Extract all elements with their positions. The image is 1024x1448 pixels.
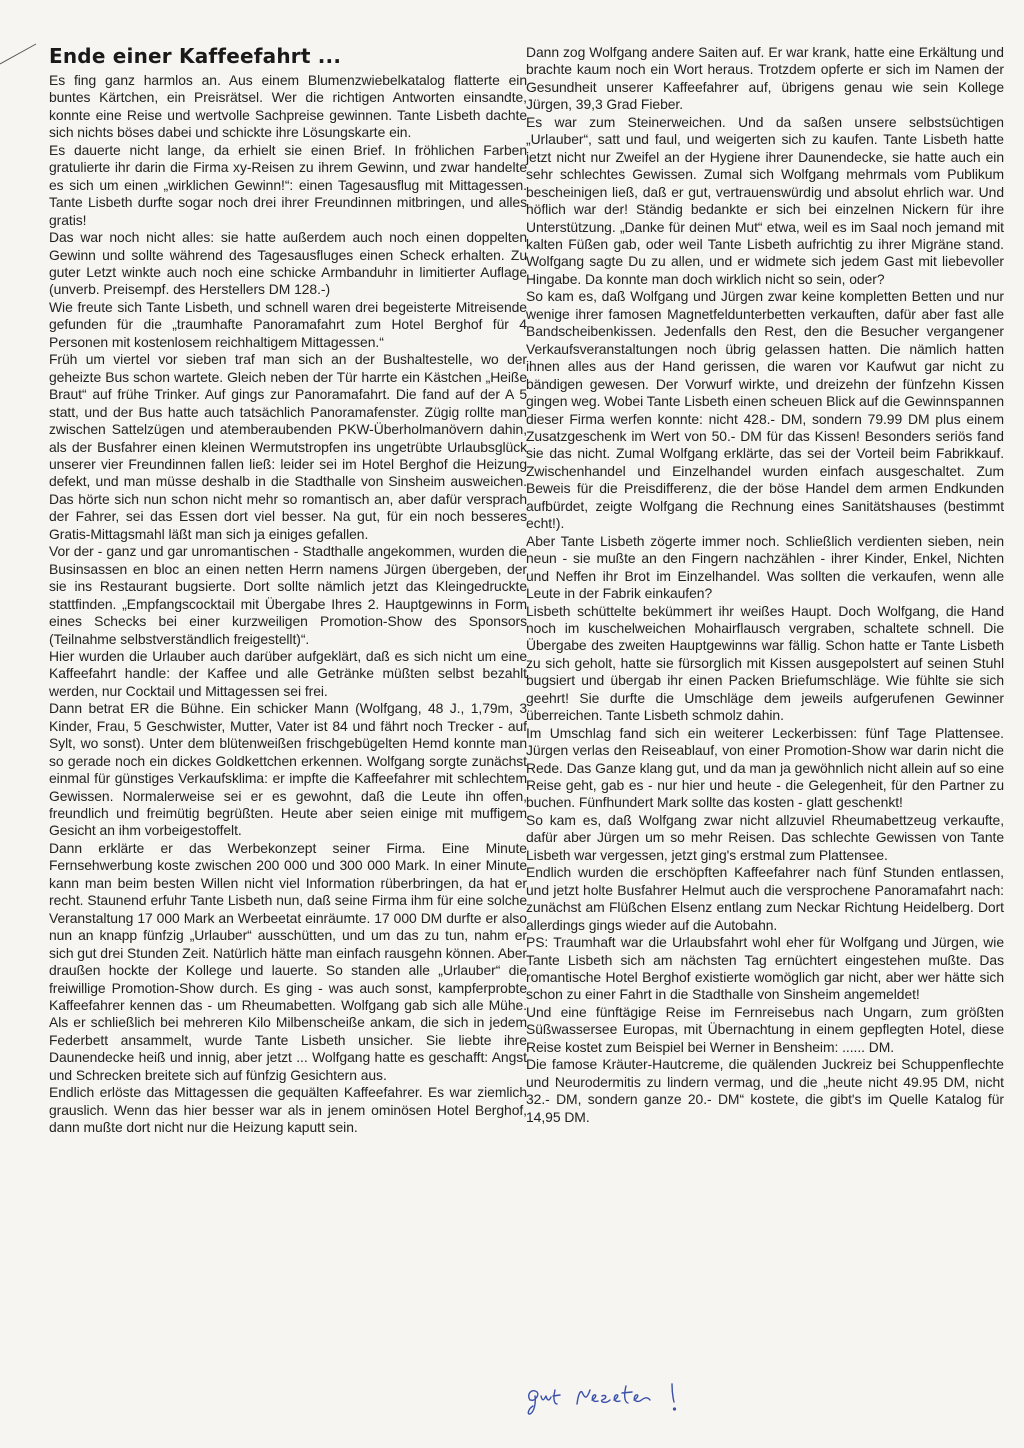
paragraph: Früh um viertel vor sieben traf man sich an der Bushaltestelle, wo der geheizte Bus schon wartete. Gleich neben der Tür harrte ein Kästchen „Heiße Braut“ auf frühe Trinker. Auf gings zur Panoramafahrt. Die fand auf der A 5 statt, und der Bus hatte auch tatsächlich Panoramafenster. Zügig rollte man zwischen Sattelzügen und atemberaubenden PKW-Überholmanövern dahin, als der Busfahrer einen kleinen Wermutstropfen ins ungetrübte Urlaubsglück unserer vier Freundinnen fallen ließ: leider sei im Hotel Berghof die Heizung defekt, und man müsse deshalb in die Stadthalle von Sinsheim ausweichen. Das hörte sich nun schon nicht mehr so romantisch an, aber dafür versprach der Fahrer, sei das Essen dort viel besser. Na gut, für ein noch besseres Gratis-Mittagsmahl läßt man sich ja einiges gefallen.: [49, 351, 527, 542]
scan-corner-mark: [0, 40, 40, 70]
paragraph: Das war noch nicht alles: sie hatte außerdem auch noch einen doppelten Gewinn und sollte während des Tagesausfluges einen Scheck erhalten. Zu guter Letzt winkte auch noch eine schicke Armbanduhr in limitierter Auflage (unverb. Preisempf. des Herstellers DM 128.-): [49, 229, 527, 298]
paragraph: So kam es, daß Wolfgang zwar nicht allzuviel Rheumabettzeug verkaufte, dafür aber Jürgen um so mehr Reisen. Das schlechte Gewissen von Tante Lisbeth war vergessen, jetzt ging's erstmal zum Plattensee.: [526, 811, 1004, 863]
paragraph: Es fing ganz harmlos an. Aus einem Blumenzwiebelkatalog flatterte ein buntes Kärtchen, ein Preisrätsel. Wer die richtigen Antworten einsandte, konnte eine Reise und wertvolle Sachpreise gewinnen. Tante Lisbeth dachte sich nichts böses dabei und schickte ihre Lösungskarte ein.: [49, 72, 527, 141]
right-column: [526, 44, 1004, 1126]
handwritten-signature: [522, 1378, 692, 1418]
paragraph: PS: Traumhaft war die Urlaubsfahrt wohl eher für Wolfgang und Jürgen, wie Tante Lisbeth sich am nächsten Tag ernüchtert eingestehen mußte. Das romantische Hotel Berghof existierte womöglich gar nicht, aber wer hätte sich schon zu einer Fahrt in die Stadthalle von Sinsheim angemeldet!: [526, 934, 1004, 1003]
paragraph: Endlich erlöste das Mittagessen die gequälten Kaffeefahrer. Es war ziemlich grauslich. Wenn das hier besser war als in jenem ominösen Hotel Berghof, dann mußte dort nicht nur die Heizung kaputt sein.: [49, 1084, 527, 1136]
paragraph: Endlich wurden die erschöpften Kaffeefahrer nach fünf Stunden entlassen, und jetzt holte Busfahrer Helmut auch die versprochene Panoramafahrt nach: zunächst am Flüßchen Elsenz entlang zum Neckar Richtung Heidelberg. Dort allerdings gings wieder auf die Autobahn.: [526, 864, 1004, 933]
paragraph: Wie freute sich Tante Lisbeth, und schnell waren drei begeisterte Mitreisende gefunden für die „traumhafte Panoramafahrt zum Hotel Berghof für 4 Personen mit kostenlosem reichhaltigem Mittagessen.“: [49, 298, 527, 350]
paragraph: Es war zum Steinerweichen. Und da saßen unsere selbstsüchtigen „Urlauber“, satt und faul, und weigerten sich zu kaufen. Tante Lisbeth hatte jetzt nicht nur Zweifel an der Hygiene ihrer Daunendecke, sie hatte auch ein sehr schlechtes Gewissen. Zumal sich Wolfgang mehrmals vom Publikum bescheinigen ließ, daß er gut, vertrauenswürdig und absolut ehrlich war. Und höflich war der! Ständig bedankte er sich bei einzelnen Nickern für ihre Unterstützung. „Danke für deinen Mut“ etwa, weil es im Saal noch jemand mit kalten Füßen gab, oder weil Tante Lisbeth aufrichtig zu ihrer Migräne stand. Wolfgang sagte Du zu allen, und er widmete sich jedem Gast mit liebevoller Hingabe. Da konnte man doch wirklich nicht so sein, oder?: [526, 113, 1004, 287]
paragraph: Hier wurden die Urlauber auch darüber aufgeklärt, daß es sich nicht um eine Kaffeefahrt handle: der Kaffee und alle Getränke müßten selbst bezahlt werden, nur Cocktail und Mittagessen sei frei.: [49, 647, 527, 699]
paragraph: Dann zog Wolfgang andere Saiten auf. Er war krank, hatte eine Erkältung und brachte kaum noch ein Wort heraus. Trotzdem opferte er sich im Namen der Gesundheit unserer Kaffeefahrer auf, übrigens genau wie sein Kollege Jürgen, 39,3 Grad Fieber.: [526, 44, 1004, 113]
left-column: [49, 44, 527, 1137]
paragraph: Vor der - ganz und gar unromantischen - Stadthalle angekommen, wurden die Businsassen en bloc an einen netten Herrn namens Jürgen übergeben, der sie ins Restaurant bugsierte. Dort sollte nämlich jetzt das Kleingedruckte stattfinden. „Empfangscocktail mit Übergabe Ihres 2. Hauptgewinns in Form eines Schecks bei einer kurzweiligen Promotion-Show des Sponsors (Teilnahme selbstverständlich freigestellt)“.: [49, 543, 527, 647]
article-title: Ende einer Kaffeefahrt ...: [49, 44, 342, 68]
paragraph: Dann erklärte er das Werbekonzept seiner Firma. Eine Minute Fernsehwerbung koste zwischen 200 000 und 300 000 Mark. In einer Minute kann man beim besten Willen nicht viel Information rüberbringen, da hat er recht. Staunend erfuhr Tante Lisbeth nun, daß seine Firma ihm für eine solche Veranstaltung 17 000 Mark an Werbeetat einräumte. 17 000 DM durfte er also nun an knapp fünfzig „Urlauber“ ausschütten, und um das zu tun, nahm er sich gut drei Stunden Zeit. Natürlich hätte man einfach rausgehn können. Aber draußen hockte der Kollege und lauerte. So standen alle „Urlauber“ die freiwillige Promotion-Show durch. Es ging - was auch sonst, kampferprobte Kaffeefahrer kennen das - um Rheumabetten. Wolfgang gab sich alle Mühe. Als er schließlich bei mehreren Kilo Milbenscheiße ankam, die sich in jedem Federbett ansammelt, wurde Tante Lisbeth unsicher. Sie liebte ihre Daunendecke heiß und innig, aber jetzt ... Wolfgang hatte es geschafft: Angst und Schrecken breitete sich auf fünfzig Gesichtern aus.: [49, 839, 527, 1083]
paragraph: Und eine fünftägige Reise im Fernreisebus nach Ungarn, zum größten Süßwassersee Europas, mit Übernachtung in einem gepflegten Hotel, diese Reise kostet zum Beispiel bei Werner in Bensheim: ...... DM.: [526, 1003, 1004, 1055]
paragraph: So kam es, daß Wolfgang und Jürgen zwar keine kompletten Betten und nur wenige ihrer famosen Magnetfeldunterbetten verkauften, dafür aber fast alle Bandscheibenkissen. Jedenfalls den Rest, den die Besucher vergangener Verkaufsveranstaltungen noch übrig gelassen hatten. Die nämlich hatten ihnen alles aus der Hand gerissen, die waren vor Kaufwut gar nicht zu bändigen gewesen. Der Vorwurf wirkte, und dreizehn der fünfzehn Kissen gingen weg. Wobei Tante Lisbeth einen scheuen Blick auf die Gewinnspannen dieser Firma werfen konnte: nicht 428.- DM, sondern 79.99 DM plus einem Zusatzgeschenk im Wert von 50.- DM für das Kissen! Besonders seriös fand sie das nicht. Zumal Wolfgang erklärte, das sei der Vorteil beim Fabrikkauf. Zwischenhandel und Einzelhandel wurden einfach ausgeschaltet. Zum Beweis für die Preisdifferenz, die der böse Handel dem armen Endkunden aufbürdet, zeigte Wolfgang die Rechnung eines Sanitätshauses (bestimmt echt!).: [526, 288, 1004, 532]
paragraph: Aber Tante Lisbeth zögerte immer noch. Schließlich verdienten sieben, nein neun - sie mußte an den Fingern nachzählen - ihrer Kinder, Enkel, Nichten und Neffen ihr Brot im Einzelhandel. Was sollten die verkaufen, wenn alle Leute in der Fabrik einkaufen?: [526, 532, 1004, 602]
paragraph: Die famose Kräuter-Hautcreme, die quälenden Juckreiz bei Schuppenflechte und Neurodermitis zu lindern vermag, und die „heute nicht 49.95 DM, nicht 32.- DM, sondern ganze 20.- DM“ kostete, die gibt's im Quelle Katalog für 14,95 DM.: [526, 1056, 1004, 1125]
paragraph: Im Umschlag fand sich ein weiterer Leckerbissen: fünf Tage Plattensee. Jürgen verlas den Reiseablauf, von einer Promotion-Show war darin nicht die Rede. Das Ganze klang gut, und da man ja gewöhnlich nicht allein auf so eine Reise geht, gab es - nur hier und heute - die Gelegenheit, für den Partner zu buchen. Fünfhundert Mark sollte das kosten - glatt geschenkt!: [526, 724, 1004, 811]
paragraph: Dann betrat ER die Bühne. Ein schicker Mann (Wolfgang, 48 J., 1,79m, 3 Kinder, Frau, 5 Geschwister, Mutter, Vater ist 84 und fährt noch Trecker - auf Sylt, wo sonst). Unter dem blütenweißen frischgebügelten Hemd konnte man so gerade noch ein dickes Goldkettchen erkennen. Wolfgang sorgte zunächst einmal für günstiges Verkaufsklima: er impfte die Kaffeefahrer mit schlechtem Gewissen. Normalerweise sei er es gewohnt, daß die Leute ihn offen, freundlich und freimütig begrüßten. Heute aber seien einige mit muffigem Gesicht an ihm vorbeigestoffelt.: [49, 700, 527, 839]
paragraph: Lisbeth schüttelte bekümmert ihr weißes Haupt. Doch Wolfgang, die Hand noch im kuschelweichen Mohairflausch vergraben, schaltete schnell. Die Übergabe des zweiten Hauptgewinns war fällig. Schon hatte er Tante Lisbeth zu sich geholt, hatte sie fürsorglich mit Kissen ausgepolstert auf seinen Stuhl bugsiert und übergab ihr einen Packen Briefumschläge. Wie fühlte sie sich geehrt! Sie durfte die Umschläge dem jeweils aufgerufenen Gewinner überreichen. Tante Lisbeth schmolz dahin.: [526, 602, 1004, 724]
paragraph: Es dauerte nicht lange, da erhielt sie einen Brief. In fröhlichen Farben gratulierte ihr darin die Firma xy-Reisen zu ihrem Gewinn, und zwar handelte es sich um einen „wirklichen Gewinn!“: einen Tagesausflug mit Mittagessen. Tante Lisbeth durfte sogar noch drei ihrer Freundinnen mitbringen, und alles gratis!: [49, 141, 527, 228]
